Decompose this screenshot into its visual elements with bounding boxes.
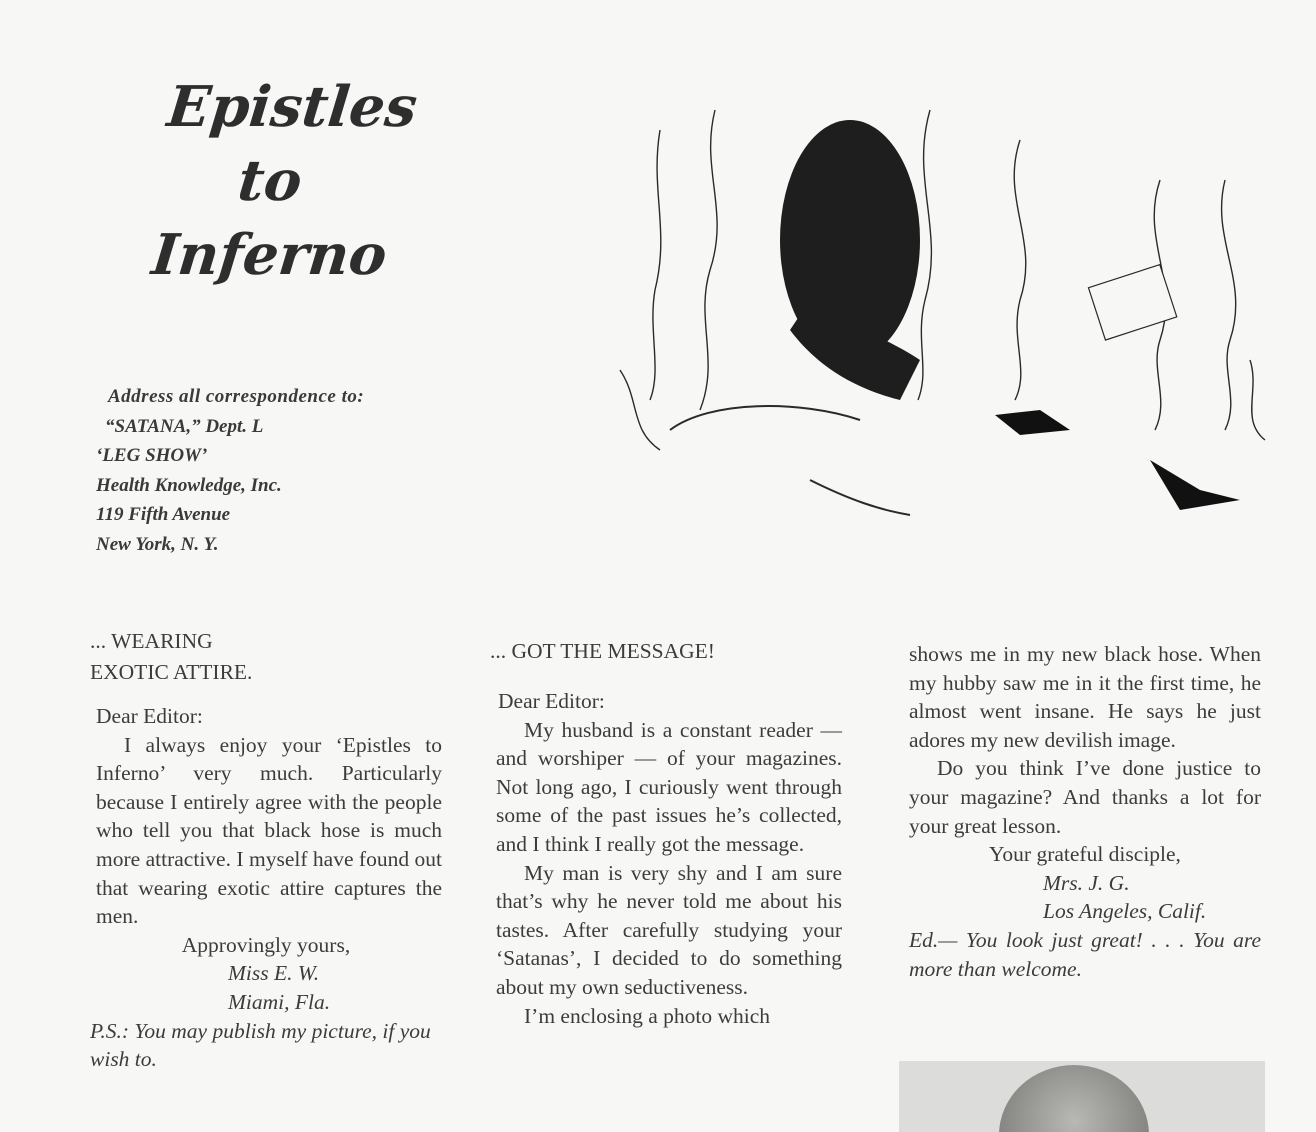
- address-line: Health Knowledge, Inc.: [96, 474, 282, 496]
- address-line: 119 Fifth Avenue: [96, 504, 231, 525]
- title-line-2: to: [234, 148, 306, 214]
- letter-body: I always enjoy your ‘Epistles to Inferno’ very much. Particularly because I entirely agree with the people who tell you that black hose is much more attractive. I myself have found out that wearing exotic attire captures the men.: [96, 732, 442, 929]
- reader-photo: [899, 1061, 1265, 1132]
- photo-subject: [999, 1065, 1149, 1132]
- address-line: ‘LEG SHOW’: [96, 445, 208, 466]
- closing: Approvingly yours,: [181, 932, 351, 957]
- letter-2-continued: [909, 640, 1261, 983]
- letter-heading: ... WEARING: [90, 629, 213, 653]
- closing: Your grateful disciple,: [989, 842, 1181, 867]
- signature: Miss E. W.: [228, 961, 320, 986]
- page-title: [148, 70, 421, 292]
- title-line-1: Epistles: [164, 74, 421, 140]
- address-line: New York, N. Y.: [96, 533, 219, 555]
- letter-1: [90, 626, 442, 1074]
- signature: Mrs. J. G.: [1043, 870, 1130, 895]
- flames-illustration: [600, 70, 1280, 530]
- location: Miami, Fla.: [228, 989, 331, 1014]
- editor-reply: Ed.— You look just great! . . . You are more than welcome.: [909, 927, 1261, 981]
- postscript: P.S.: You may publish my picture, if you wish to.: [90, 1018, 431, 1072]
- address-intro: Address all correspondence to:: [108, 386, 365, 407]
- flames-icon: [600, 70, 1280, 530]
- letter-body: Do you think I’ve done justice to your magazine? And thanks a lot for your great lesson.: [909, 756, 1261, 838]
- location: Los Angeles, Calif.: [1043, 899, 1207, 924]
- salutation: Dear Editor:: [96, 704, 203, 728]
- letter-body: shows me in my new black hose. When my hubby saw me in it the first time, he almost went insane. He says he just adores my new devilish image.: [909, 642, 1261, 752]
- letter-body: My husband is a constant reader — and worshiper — of your magazines. Not long ago, I curiously went through some of the past issues he’s collected, and I think I really got the message.: [496, 717, 842, 856]
- letter-heading: EXOTIC ATTIRE.: [90, 660, 253, 684]
- title-line-3: Inferno: [148, 222, 390, 288]
- salutation: Dear Editor:: [498, 689, 605, 713]
- mailing-address: [96, 382, 364, 559]
- letter-body: I’m enclosing a photo which: [524, 1003, 771, 1028]
- address-line: “SATANA,” Dept. L: [105, 415, 264, 437]
- letter-heading: ... GOT THE MESSAGE!: [490, 639, 715, 663]
- letter-body: My man is very shy and I am sure that’s why he never told me about his tastes. After carefully studying your ‘Satanas’, I decided to do something about my own seductiveness.: [496, 860, 842, 999]
- letter-2: [490, 636, 842, 1030]
